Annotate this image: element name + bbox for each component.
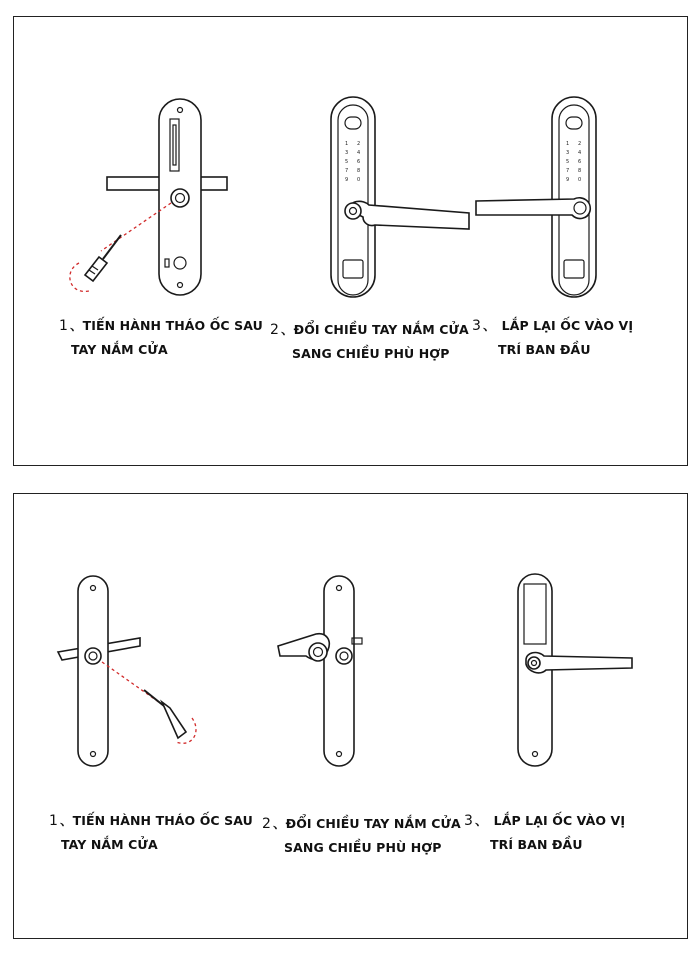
svg-text:9: 9	[345, 177, 349, 183]
svg-text:9: 9	[566, 177, 570, 183]
svg-text:4: 4	[357, 150, 361, 156]
svg-text:4: 4	[578, 150, 582, 156]
svg-text:6: 6	[357, 159, 361, 165]
bottom-step3-illustration	[512, 572, 642, 772]
bottom-step1-caption: 1 、TIẾN HÀNH THÁO ỐC SAU TAY NẮM CỬA	[49, 813, 253, 852]
screwdriver-icon	[85, 235, 121, 281]
svg-text:5: 5	[345, 159, 349, 165]
bottom-step2-caption: 2 、ĐỔI CHIỀU TAY NẮM CỬA SANG CHIỀU PHÙ HỢP	[262, 816, 461, 855]
screw-hub	[171, 189, 189, 207]
door-handle-lever	[476, 198, 590, 219]
svg-text:8: 8	[578, 168, 582, 174]
top-step3-illustration	[474, 95, 644, 310]
rotation-arrow-icon	[70, 263, 89, 291]
svg-text:1: 1	[345, 141, 349, 147]
screw-hub	[336, 648, 352, 664]
top-step1-illustration	[49, 95, 229, 305]
svg-text:2: 2	[578, 141, 582, 147]
svg-text:2: 2	[357, 141, 361, 147]
bottom-step1-illustration	[52, 572, 212, 772]
svg-text:7: 7	[566, 168, 570, 174]
svg-text:3: 3	[566, 150, 570, 156]
screwdriver-icon	[144, 690, 186, 738]
lock-plate	[324, 576, 354, 766]
screw-hub	[85, 648, 101, 664]
bottom-instruction-panel	[13, 493, 688, 939]
svg-text:8: 8	[357, 168, 361, 174]
svg-text:7: 7	[345, 168, 349, 174]
top-step1-caption: 1 、TIẾN HÀNH THÁO ỐC SAU TAY NẮM CỬA	[59, 318, 263, 357]
svg-text:6: 6	[578, 159, 582, 165]
lock-plate	[78, 576, 108, 766]
bottom-step3-caption: 3 、 LẮP LẠI ỐC VÀO VỊ TRÍ BAN ĐẦU	[464, 813, 626, 852]
svg-text:5: 5	[566, 159, 570, 165]
svg-text:1: 1	[566, 141, 570, 147]
door-handle-lever	[526, 653, 632, 673]
svg-text:3: 3	[345, 150, 349, 156]
top-step3-caption: 3 、 LẮP LẠI ỐC VÀO VỊ TRÍ BAN ĐẦU	[472, 318, 634, 357]
bottom-step2-illustration	[276, 572, 396, 772]
top-instruction-panel	[13, 16, 688, 466]
svg-text:0: 0	[578, 177, 582, 183]
top-step2-illustration	[319, 95, 479, 310]
svg-text:0: 0	[357, 177, 361, 183]
top-step2-caption: 2 、ĐỔI CHIỀU TAY NẮM CỬA SANG CHIỀU PHÙ HỢP	[270, 322, 469, 361]
door-handle-lever	[349, 201, 469, 229]
